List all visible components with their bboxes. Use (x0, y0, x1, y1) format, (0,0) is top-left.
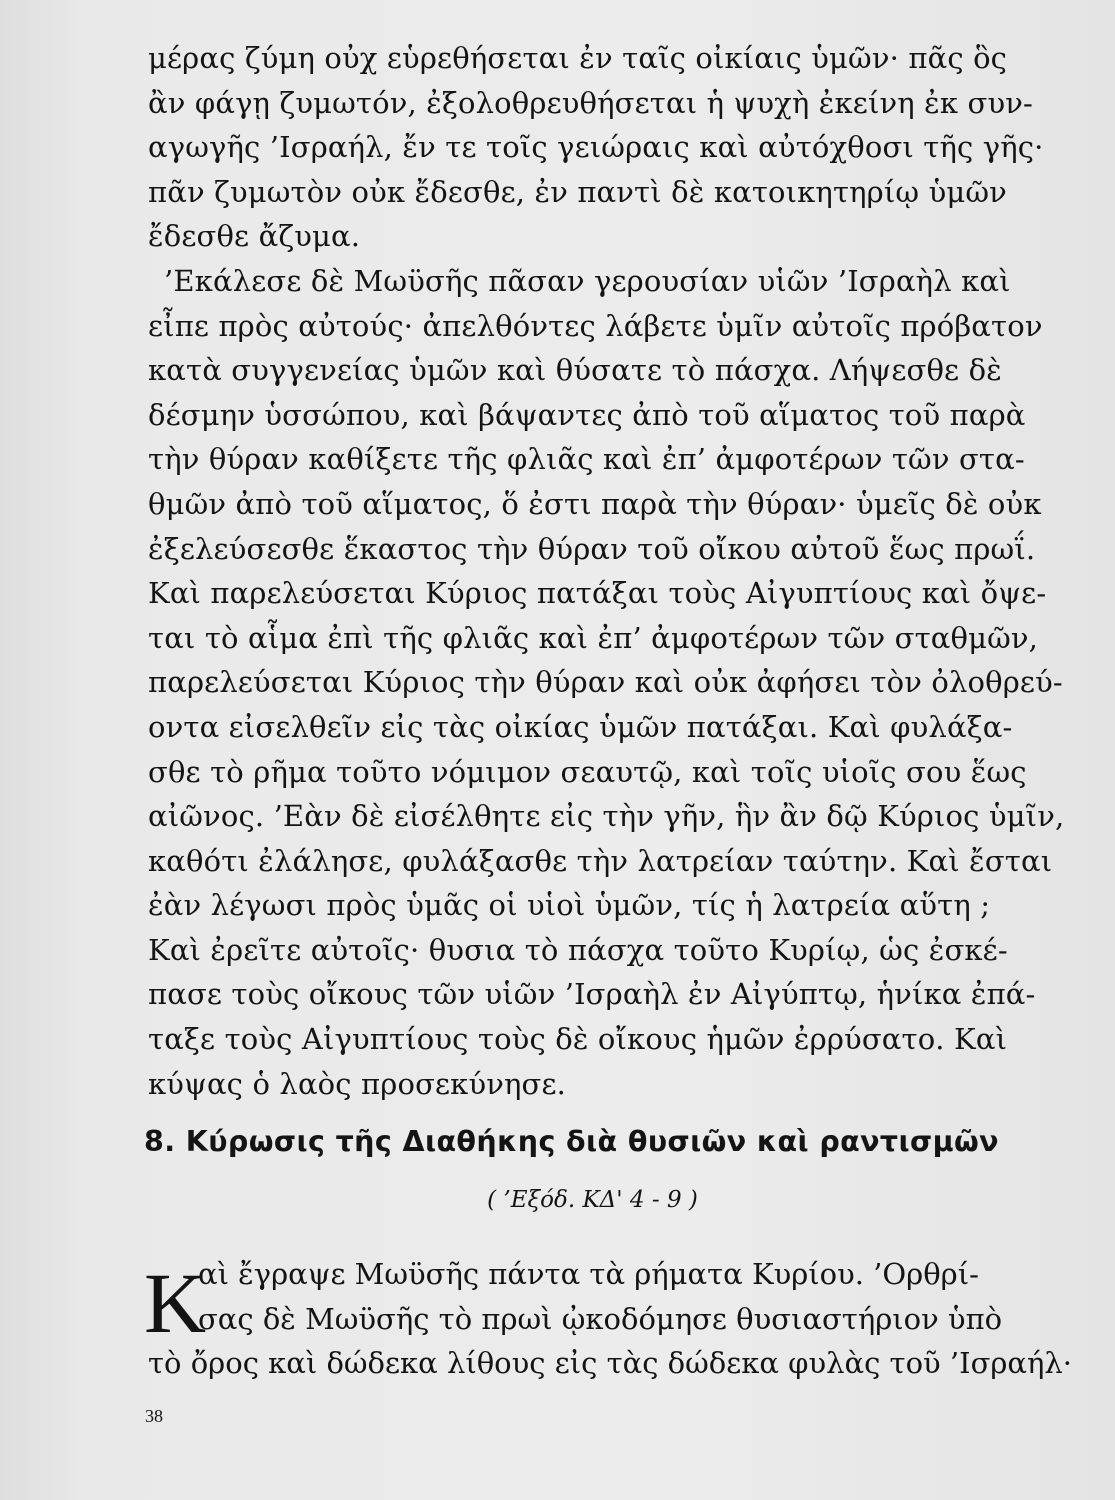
text-line: Καὶ ἐρεῖτε αὐτοῖς· θυσια τὸ πάσχα τοῦτο Κυρίῳ, ὡς ἐσκέ- (148, 932, 1008, 967)
text-line: παρελεύσεται Κύριος τὴν θύραν καὶ οὐκ ἀφήσει τὸν ὀλοθρεύ- (148, 665, 1063, 700)
text-line: τὴν θύραν καθίξετε τῆς φλιᾶς καὶ ἐπ’ ἀμφοτέρων τῶν στα- (148, 442, 1025, 477)
text-line: ἐὰν λέγωσι πρὸς ὑμᾶς οἱ υἱοὶ ὑμῶν, τίς ἡ λατρεία αὕτη ; (148, 888, 991, 923)
text-line: θμῶν ἀπὸ τοῦ αἵματος, ὅ ἐστι παρὰ τὴν θύραν· ὑμεῖς δὲ οὐκ (148, 486, 1042, 521)
text-line: αὶ ἔγραψε Μωϋσῆς πάντα τὰ ρήματα Κυρίου. ’Ορθρί- (198, 1257, 979, 1291)
text-line: ταξε τοὺς Αἰγυπτίους τοὺς δὲ οἴκους ἡμῶν ἐρρύσατο. Καὶ (148, 1022, 1008, 1057)
text-line: ἂν φάγῃ ζυμωτόν, ἐξολοθρευθήσεται ἡ ψυχὴ ἐκείνη ἐκ συν- (148, 85, 1033, 120)
drop-cap: Κ (144, 1255, 207, 1351)
text-line: τὸ ὄρος καὶ δώδεκα λίθους εἰς τὰς δώδεκα φυλὰς τοῦ ’Ισραήλ· (148, 1346, 1072, 1381)
text-line: οντα εἰσελθεῖν εἰς τὰς οἰκίας ὑμῶν πατάξαι. Καὶ φυλάξα- (148, 709, 1013, 744)
section-paragraph (144, 1252, 1072, 1386)
scripture-reference: ( ’Εξόδ. ΚΔ' 4 - 9 ) (487, 1187, 698, 1213)
text-line: σθε τὸ ρῆμα τοῦτο νόμιμον σεαυτῷ, καὶ τοῖς υἱοῖς σου ἕως (148, 754, 1027, 789)
text-line: αγωγῆς ’Ισραήλ, ἔν τε τοῖς γειώραις καὶ αὐτόχθοσι τῆς γῆς· (148, 130, 1044, 165)
text-line: πᾶν ζυμωτὸν οὐκ ἔδεσθε, ἐν παντὶ δὲ κατοικητηρίῳ ὑμῶν (148, 174, 1007, 209)
text-line: σας δὲ Μωϋσῆς τὸ πρωὶ ᾠκοδόμησε θυσιαστήριον ὑπὸ (198, 1301, 1003, 1336)
text-line: ἐξελεύσεσθε ἕκαστος τὴν θύραν τοῦ οἴκου αὐτοῦ ἕως πρωΐ. (148, 531, 1036, 566)
text-line: ται τὸ αἷμα ἐπὶ τῆς φλιᾶς καὶ ἐπ’ ἀμφοτέρων τῶν σταθμῶν, (148, 620, 1039, 655)
text-line: πασε τοὺς οἴκους τῶν υἱῶν ’Ισραὴλ ἐν Αἰγύπτῳ, ἡνίκα ἐπά- (148, 977, 1036, 1012)
text-line: εἶπε πρὸς αὐτούς· ἀπελθόντες λάβετε ὑμῖν αὐτοῖς πρόβατον (148, 308, 1043, 343)
body-text (148, 36, 1065, 1106)
text-line: Καὶ παρελεύσεται Κύριος πατάξαι τοὺς Αἰγυπτίους καὶ ὄψε- (148, 576, 1047, 611)
text-line: ἔδεσθε ἄζυμα. (148, 219, 361, 254)
text-line: κύψας ὁ λαὸς προσεκύνησε. (148, 1066, 567, 1101)
section-heading: 8. Κύρωσις τῆς Διαθήκης διὰ θυσιῶν καὶ ραντισμῶν (144, 1125, 999, 1158)
text-line: αἰῶνος. ’Εὰν δὲ εἰσέλθητε εἰς τὴν γῆν, ἣν ἂν δῷ Κύριος ὑμῖν, (148, 799, 1065, 834)
page-number: 38 (145, 1406, 163, 1426)
text-line: μέρας ζύμη οὐχ εὑρεθήσεται ἐν ταῖς οἰκίαις ὑμῶν· πᾶς ὃς (148, 41, 1008, 75)
text-line-paragraph-start: ’Εκάλεσε δὲ Μωϋσῆς πᾶσαν γερουσίαν υἱῶν ’Ισραὴλ καὶ (164, 263, 1011, 298)
text-line: δέσμην ὑσσώπου, καὶ βάψαντες ἀπὸ τοῦ αἵματος τοῦ παρὰ (148, 397, 1026, 432)
text-line: καθότι ἐλάλησε, φυλάξασθε τὴν λατρείαν ταύτην. Καὶ ἔσται (148, 843, 1053, 878)
text-line: κατὰ συγγενείας ὑμῶν καὶ θύσατε τὸ πάσχα. Λήψεσθε δὲ (148, 353, 1002, 388)
